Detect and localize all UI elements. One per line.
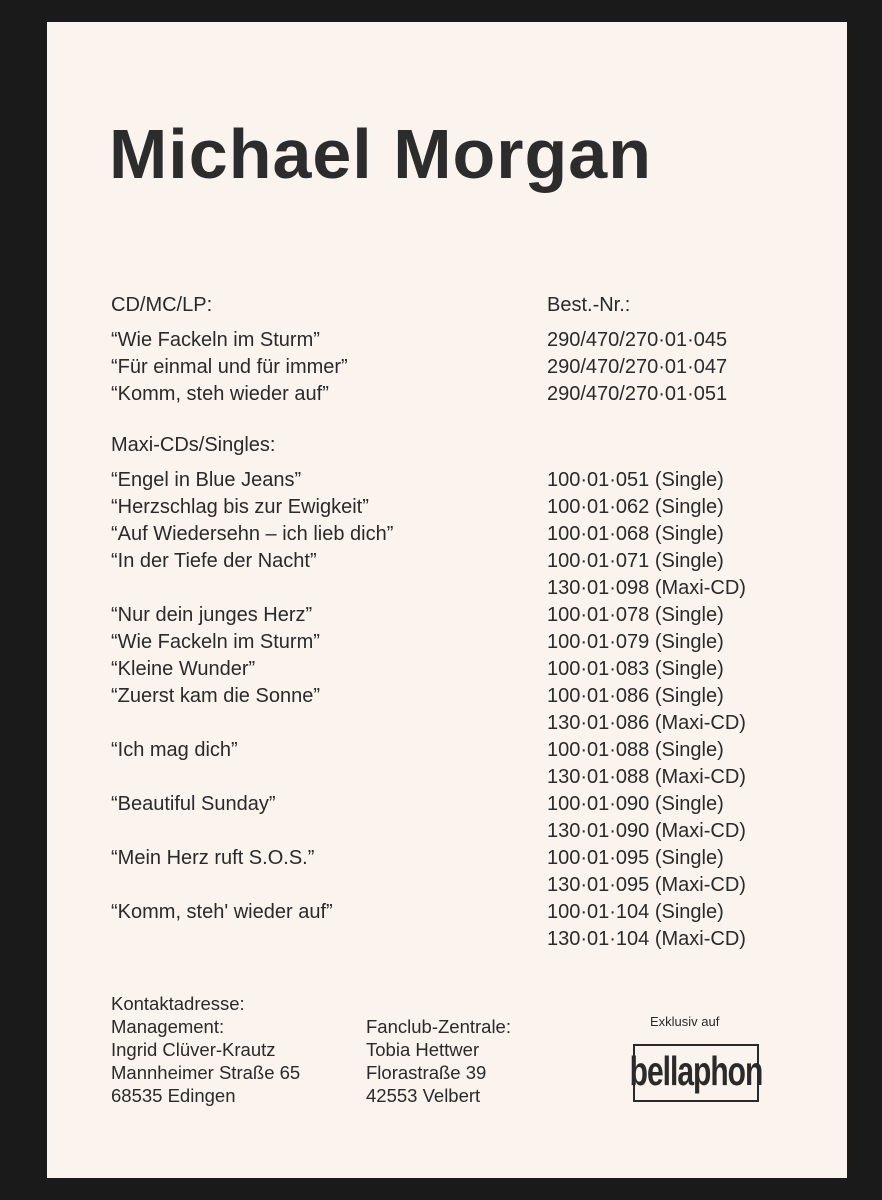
single-number: 130·01·104 (Maxi-CD) xyxy=(547,928,746,950)
single-number: 130·01·098 (Maxi-CD) xyxy=(547,577,746,599)
management-label: Management: xyxy=(111,1016,225,1037)
singles-heading: Maxi-CDs/Singles: xyxy=(111,434,276,456)
albums-heading: CD/MC/LP: xyxy=(111,294,213,316)
single-title: “Kleine Wunder” xyxy=(111,658,256,680)
management-city: 68535 Edingen xyxy=(111,1085,236,1106)
album-title: “Komm, steh wieder auf” xyxy=(111,383,329,405)
single-title: “Wie Fackeln im Sturm” xyxy=(111,631,320,653)
single-number: 100·01·088 (Single) xyxy=(547,739,724,761)
single-number: 100·01·079 (Single) xyxy=(547,631,724,653)
single-title: “Nur dein junges Herz” xyxy=(111,604,313,626)
single-number: 130·01·088 (Maxi-CD) xyxy=(547,766,746,788)
exklusiv-label: Exklusiv auf xyxy=(650,1014,720,1029)
single-title: “Mein Herz ruft S.O.S.” xyxy=(111,847,315,869)
management-name: Ingrid Clüver-Krautz xyxy=(111,1039,276,1060)
single-number: 100·01·068 (Single) xyxy=(547,523,724,545)
fanclub-name: Tobia Hettwer xyxy=(366,1039,480,1060)
album-number: 290/470/270·01·051 xyxy=(547,383,728,405)
contact-heading: Kontaktadresse: xyxy=(111,993,245,1014)
single-number: 130·01·090 (Maxi-CD) xyxy=(547,820,746,842)
bestnr-heading: Best.-Nr.: xyxy=(547,294,631,316)
single-number: 100·01·095 (Single) xyxy=(547,847,724,869)
single-number: 130·01·095 (Maxi-CD) xyxy=(547,874,746,896)
single-number: 100·01·104 (Single) xyxy=(547,901,724,923)
single-title: “Ich mag dich” xyxy=(111,739,238,761)
fanclub-city: 42553 Velbert xyxy=(366,1085,481,1106)
postcard xyxy=(47,22,847,1178)
single-title: “Beautiful Sunday” xyxy=(111,793,276,815)
single-title: “Engel in Blue Jeans” xyxy=(111,469,302,491)
album-number: 290/470/270·01·045 xyxy=(547,329,728,351)
fanclub-street: Florastraße 39 xyxy=(366,1062,487,1083)
single-title: “Komm, steh' wieder auf” xyxy=(111,901,333,923)
single-number: 100·01·090 (Single) xyxy=(547,793,724,815)
single-number: 100·01·083 (Single) xyxy=(547,658,724,680)
single-number: 100·01·051 (Single) xyxy=(547,469,724,491)
single-number: 100·01·078 (Single) xyxy=(547,604,724,626)
fanclub-label: Fanclub-Zentrale: xyxy=(366,1016,511,1037)
single-title: “Herzschlag bis zur Ewigkeit” xyxy=(111,496,369,518)
album-title: “Für einmal und für immer” xyxy=(111,356,348,378)
single-title: “In der Tiefe der Nacht” xyxy=(111,550,317,572)
bellaphon-logo xyxy=(629,1044,763,1102)
management-street: Mannheimer Straße 65 xyxy=(111,1062,301,1083)
single-number: 100·01·062 (Single) xyxy=(547,496,724,518)
artist-title: Michael Morgan xyxy=(109,115,652,193)
album-number: 290/470/270·01·047 xyxy=(547,356,728,378)
single-number: 100·01·086 (Single) xyxy=(547,685,724,707)
album-title: “Wie Fackeln im Sturm” xyxy=(111,329,320,351)
single-title: “Auf Wiedersehn – ich lieb dich” xyxy=(111,523,394,545)
single-title: “Zuerst kam die Sonne” xyxy=(111,685,320,707)
single-number: 130·01·086 (Maxi-CD) xyxy=(547,712,746,734)
logo-text: bellaphon xyxy=(629,1050,763,1095)
single-number: 100·01·071 (Single) xyxy=(547,550,724,572)
